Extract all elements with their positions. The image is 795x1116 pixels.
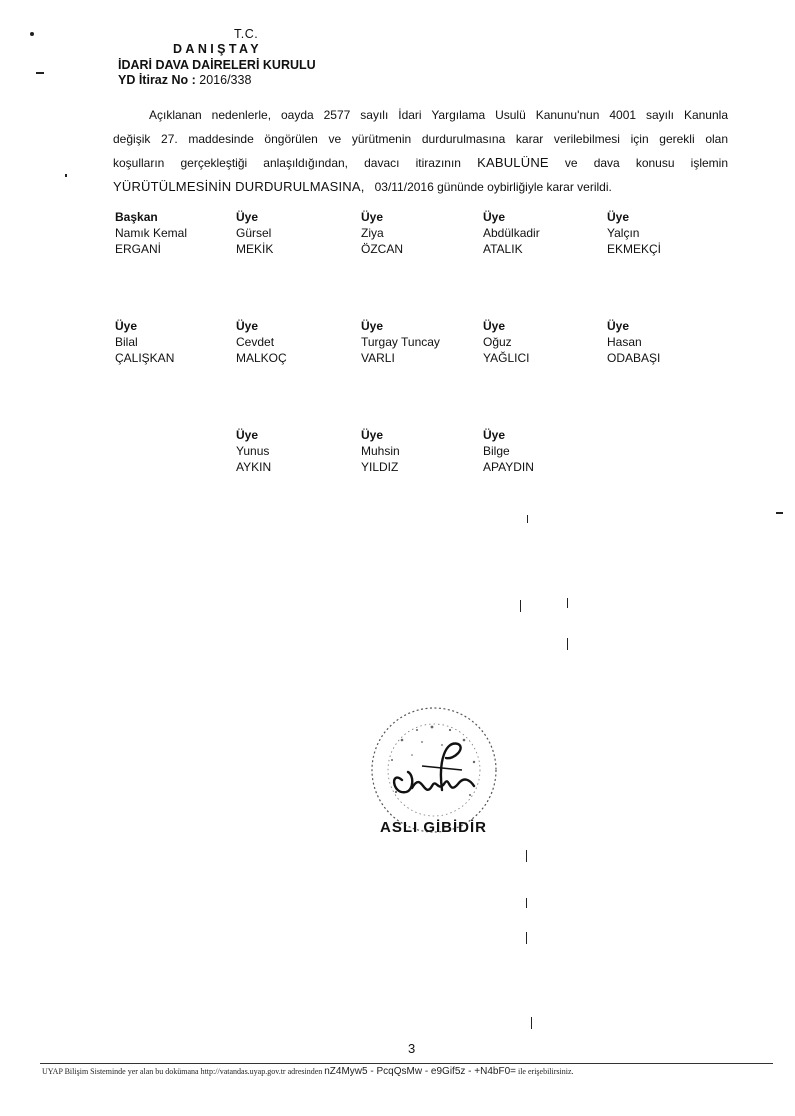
signatory-first-name: Gürsel (236, 226, 272, 240)
reference-number: 2016/338 (199, 73, 252, 87)
signatory-role: Üye (607, 319, 630, 333)
signatory-first-name: Bilge (483, 444, 510, 458)
scan-speck (531, 1017, 532, 1029)
signatory-last-name: YILDIZ (361, 460, 399, 474)
scan-speck (36, 72, 44, 74)
decision-paragraph (113, 103, 728, 199)
signatory-role: Üye (361, 210, 384, 224)
paragraph-line-3-end: ve dava konusu işlemin (564, 156, 728, 170)
header-reference (118, 73, 251, 87)
signatory-first-name: Bilal (115, 335, 138, 349)
signatory-last-name: ODABAŞI (607, 351, 661, 365)
signatory-first-name: Yunus (236, 444, 270, 458)
header-tc: T.C. (234, 27, 259, 41)
footer-text: UYAP Bilişim Sisteminde yer alan bu dokümana http://vatandas.uyap.gov.tr adresinden (42, 1067, 323, 1076)
signatory-last-name: ÇALIŞKAN (115, 351, 175, 365)
signatory-last-name: MALKOÇ (236, 351, 287, 365)
scan-speck (567, 598, 568, 608)
signatory-role: Başkan (115, 210, 158, 224)
signature-block (483, 318, 603, 366)
signatory-first-name: Ziya (361, 226, 384, 240)
scan-speck (526, 850, 527, 862)
signature-block (607, 209, 727, 257)
signature-block (115, 318, 235, 366)
paragraph-kabulune: KABULÜNE (477, 155, 549, 170)
signature-block (361, 209, 481, 257)
paragraph-durdurulmasina: YÜRÜTÜLMESİNİN DURDURULMASINA, (113, 179, 365, 194)
signatory-role: Üye (236, 210, 259, 224)
reference-label: YD İtiraz No : (118, 73, 196, 87)
signatory-first-name: Muhsin (361, 444, 400, 458)
signature-block (361, 318, 481, 366)
signatory-last-name: APAYDIN (483, 460, 534, 474)
scan-speck (567, 638, 568, 650)
signatory-role: Üye (361, 319, 384, 333)
signatory-first-name: Hasan (607, 335, 642, 349)
paragraph-line-1: Açıklanan nedenlerle, oayda 2577 sayılı İdari Yargılama Usulü Kanunu'nun 4001 sayılı Kanunla (149, 108, 728, 122)
signatory-role: Üye (483, 319, 506, 333)
signature-block (607, 318, 727, 366)
signatory-last-name: ERGANİ (115, 242, 162, 256)
signatory-last-name: YAĞLICI (483, 351, 530, 365)
signatory-last-name: AYKIN (236, 460, 272, 474)
scan-speck (520, 600, 521, 612)
signatory-first-name: Oğuz (483, 335, 512, 349)
paragraph-line-4 (113, 175, 728, 199)
signature-block (236, 209, 356, 257)
signatory-first-name: Abdülkadir (483, 226, 540, 240)
signatory-last-name: MEKİK (236, 242, 274, 256)
signature-block (236, 427, 356, 475)
scan-speck (526, 932, 527, 944)
official-seal-icon (362, 700, 512, 850)
scan-speck (526, 898, 527, 908)
paragraph-line-2: değişik 27. maddesinde öngörülen ve yürütmenin durdurulmasına karar verilebilmesi için gerekli olan (113, 132, 728, 146)
paragraph-line-3 (113, 151, 728, 175)
footer-verification (42, 1066, 574, 1078)
signatory-role: Üye (236, 428, 259, 442)
scan-speck (527, 515, 528, 523)
signature-block (483, 209, 603, 257)
footer-divider (40, 1063, 773, 1064)
header-board: İDARİ DAVA DAİRELERİ KURULU (118, 58, 316, 72)
scan-speck (776, 512, 783, 514)
signatory-role: Üye (483, 428, 506, 442)
verification-code: nZ4Myw5 - PcqQsMw - e9Gif5z - +N4bF0= (324, 1066, 516, 1077)
signatory-role: Üye (361, 428, 384, 442)
signatory-role: Üye (483, 210, 506, 224)
signature-block (236, 318, 356, 366)
signatory-role: Üye (115, 319, 138, 333)
signatory-last-name: ÖZCAN (361, 242, 403, 256)
seal-stamp-text: ASLI GİBİDİR (380, 819, 488, 836)
signature-block (483, 427, 603, 475)
signatory-first-name: Turgay Tuncay (361, 335, 440, 349)
paragraph-date-clause: 03/11/2016 gününde oybirliğiyle karar verildi. (374, 180, 612, 194)
signatory-last-name: ATALIK (483, 242, 523, 256)
signatory-first-name: Yalçın (607, 226, 640, 240)
signatory-role: Üye (236, 319, 259, 333)
signatory-last-name: VARLI (361, 351, 395, 365)
footer-suffix: ile erişebilirsiniz. (517, 1067, 574, 1076)
page-number: 3 (408, 1041, 416, 1056)
signatory-first-name: Cevdet (236, 335, 275, 349)
header-organization: DANIŞTAY (173, 42, 263, 56)
signature-block (115, 209, 235, 257)
paragraph-line-3-start: koşulların gerçekleştiği anlaşıldığından, davacı itirazının (113, 156, 461, 170)
signatory-last-name: EKMEKÇİ (607, 242, 662, 256)
signatory-first-name: Namık Kemal (115, 226, 188, 240)
signature-block (361, 427, 481, 475)
signatory-role: Üye (607, 210, 630, 224)
scan-speck (65, 174, 67, 177)
scan-speck (30, 32, 34, 36)
